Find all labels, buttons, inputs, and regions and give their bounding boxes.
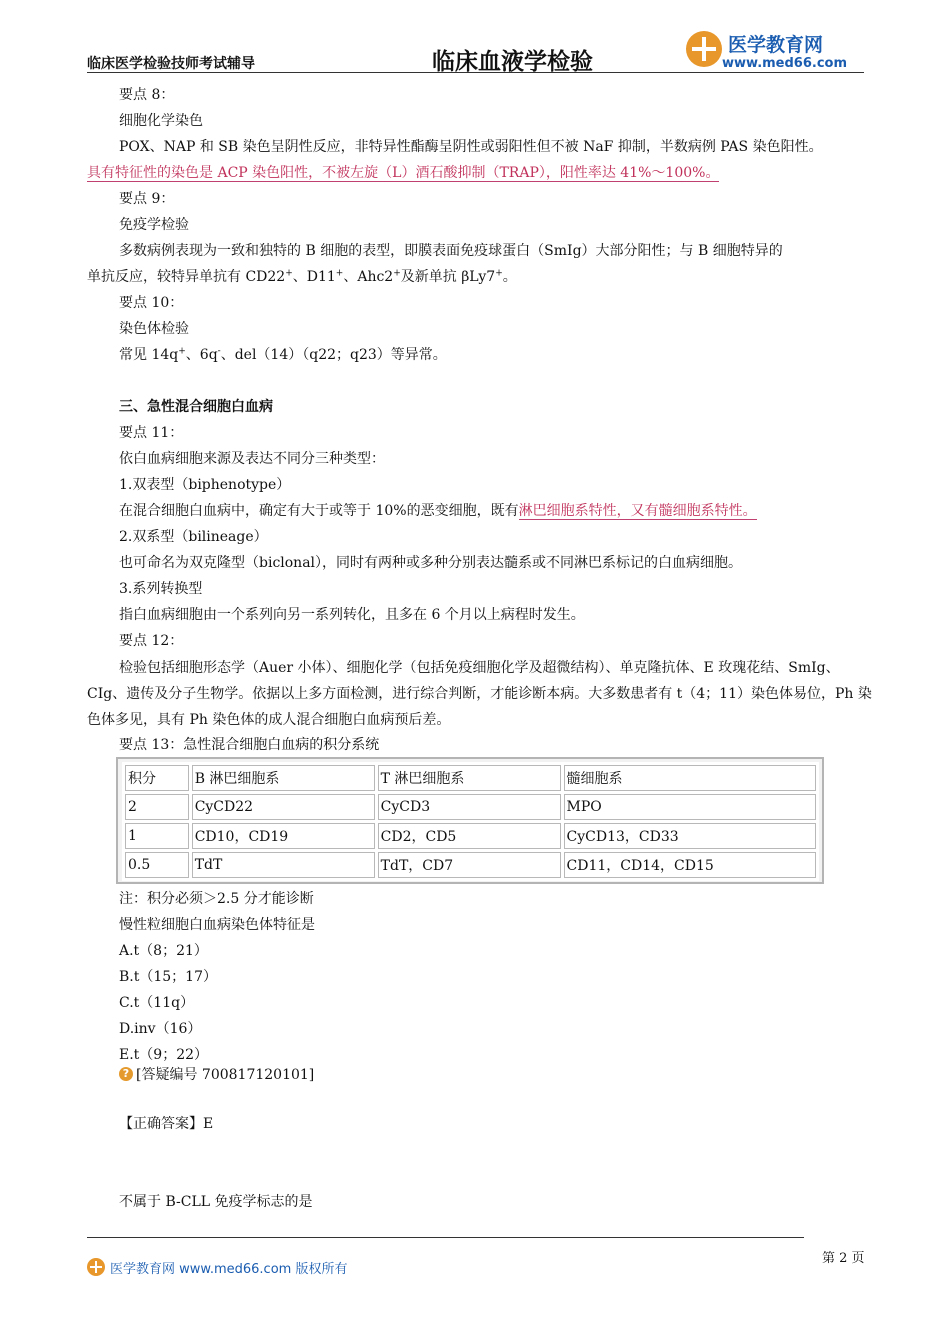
table-header-row: [125, 765, 816, 791]
point-11-intro: 依白血病细胞来源及表达不同分三种类型：: [119, 451, 385, 467]
option-b: B.t（15；17）: [119, 969, 217, 985]
p10-b: 、6q: [185, 347, 218, 363]
type-3-desc: 指白血病细胞由一个系列向另一系列转化，且多在 6 个月以上病程时发生。: [119, 607, 585, 623]
sup-plus-1: +: [285, 268, 293, 279]
score-note: 注：积分必须＞2.5 分才能诊断: [119, 891, 314, 907]
page-number: 第 2 页: [822, 1251, 865, 1266]
header-divider: [87, 72, 864, 73]
option-d: D.inv（16）: [119, 1021, 202, 1037]
type-3-title: 3.系列转换型: [119, 581, 203, 597]
highlight-part-3: 染色阳性，不被左旋（L）酒石酸抑制（TRAP），阳性率达 41%～100%。: [247, 165, 720, 181]
section-3-heading: 三、急性混合细胞白血病: [119, 399, 273, 415]
option-c: C.t（11q）: [119, 995, 195, 1011]
point-8-text: POX、NAP 和 SB 染色呈阴性反应，非特异性酯酶呈阴性或弱阳性但不被 NaF 抑制，半数病例 PAS 染色阳性。: [119, 139, 823, 155]
table-row: [125, 794, 816, 820]
point-12-paragraph: 检验包括细胞形态学（Auer 小体）、细胞化学（包括免疫细胞化学及超微结构）、单克隆抗体、E 玫瑰花结、SmIg、CIg、遗传及分子生物学。依据以上多方面检测，进行综合判断，才能诊断本病。大多数患者有 t（4；11）染色体易位，Ph 染色体多见，具有 Ph 染色体的成人混合细胞白血病预后差。: [87, 660, 872, 728]
line2-c: 、Ahc2: [343, 269, 394, 285]
footer-brand[interactable]: 医学教育网 www.med66.com 版权所有: [110, 1262, 348, 1277]
point-10-label: 要点 10：: [119, 295, 184, 311]
table-cell: CD2，CD5: [378, 823, 561, 849]
type-1-desc: [119, 502, 757, 520]
point-9-title: 免疫学检验: [119, 217, 189, 233]
logo-text: 医学教育网: [728, 34, 824, 56]
point-11-label: 要点 11：: [119, 425, 184, 441]
line2-d: 及新单抗 βLy7: [400, 269, 496, 285]
type1-desc-a: 在混合细胞白血病中，确定有大于或等于 10%的恶变细胞，既有: [119, 503, 519, 519]
table-header-cell: 髓细胞系: [564, 765, 816, 791]
sup-plus-3: +: [393, 268, 401, 279]
table-cell: CyCD22: [192, 794, 375, 820]
sup-plus-2: +: [335, 268, 344, 279]
highlight-part-1: 具有特征性的染色是: [87, 165, 218, 181]
p10-a: 常见 14q: [119, 347, 179, 363]
table-header-cell: T 淋巴细胞系: [378, 765, 561, 791]
table-cell: 0.5: [125, 852, 189, 878]
table-cell: CyCD13，CD33: [564, 823, 816, 849]
table-cell: MPO: [564, 794, 816, 820]
point-8-title: 细胞化学染色: [119, 113, 203, 129]
table-cell: TdT，CD7: [378, 852, 561, 878]
logo-cross-icon: [686, 31, 722, 67]
type-2-title: 2.双系型（bilineage）: [119, 529, 268, 545]
logo-url[interactable]: www.med66.com: [722, 56, 848, 71]
question-stem: 慢性粒细胞白血病染色体特征是: [119, 917, 315, 933]
correct-answer: 【正确答案】E: [119, 1116, 214, 1132]
option-a: A.t（8；21）: [119, 943, 208, 959]
point-12-label: 要点 12：: [119, 633, 184, 649]
point-8-highlight: [87, 164, 719, 182]
table-cell: TdT: [192, 852, 375, 878]
table-cell: CyCD3: [378, 794, 561, 820]
type-1-title: 1.双表型（biphenotype）: [119, 477, 291, 493]
footer-logo-icon: [87, 1258, 105, 1276]
type1-desc-highlight: 淋巴细胞系特性，又有髓细胞系特性。: [518, 503, 757, 519]
table-cell: 2: [125, 794, 189, 820]
option-e: E.t（9；22）: [119, 1047, 209, 1063]
sup-plus: +: [178, 346, 186, 357]
question-help-icon[interactable]: ?: [119, 1067, 133, 1081]
line2-b: 、D11: [292, 269, 336, 285]
sup-plus-4: +: [495, 268, 503, 279]
table-row: [125, 852, 816, 878]
point-9-label: 要点 9：: [119, 191, 175, 207]
table-cell: CD10，CD19: [192, 823, 375, 849]
type-2-desc: 也可命名为双克隆型（biclonal），同时有两种或多种分别表达髓系或不同淋巴系标记的白血病细胞。: [119, 555, 743, 571]
header-center-title: 临床血液学检验: [432, 49, 593, 75]
table-header-cell: 积分: [125, 765, 189, 791]
p10-c: 、del（14）（q22；q23）等异常。: [220, 347, 447, 363]
point-9-line-2: [87, 268, 517, 286]
line2-e: 。: [502, 269, 517, 285]
footer-divider: [87, 1237, 804, 1238]
score-table: [122, 762, 819, 881]
sup-minus: -: [217, 346, 221, 357]
header-left-title: 临床医学检验技师考试辅导: [87, 56, 255, 72]
point-8-label: 要点 8：: [119, 87, 175, 103]
table-cell: CD11，CD14，CD15: [564, 852, 816, 878]
next-question-stem: 不属于 B-CLL 免疫学标志的是: [119, 1194, 313, 1210]
table-cell: 1: [125, 823, 189, 849]
point-9-line-1: 多数病例表现为一致和独特的 B 细胞的表型，即膜表面免疫球蛋白（SmIg）大部分阳性；与 B 细胞特异的: [119, 243, 783, 259]
question-id[interactable]: [答疑编号 700817120101]: [136, 1067, 315, 1083]
table-header-cell: B 淋巴细胞系: [192, 765, 375, 791]
table-row: [125, 823, 816, 849]
line2-a: 单抗反应，较特异单抗有 CD22: [87, 269, 286, 285]
point-10-title: 染色体检验: [119, 321, 189, 337]
point-10-text: [119, 346, 447, 364]
highlight-part-2: ACP: [217, 165, 248, 181]
point-13-title: 要点 13：急性混合细胞白血病的积分系统: [119, 737, 380, 753]
